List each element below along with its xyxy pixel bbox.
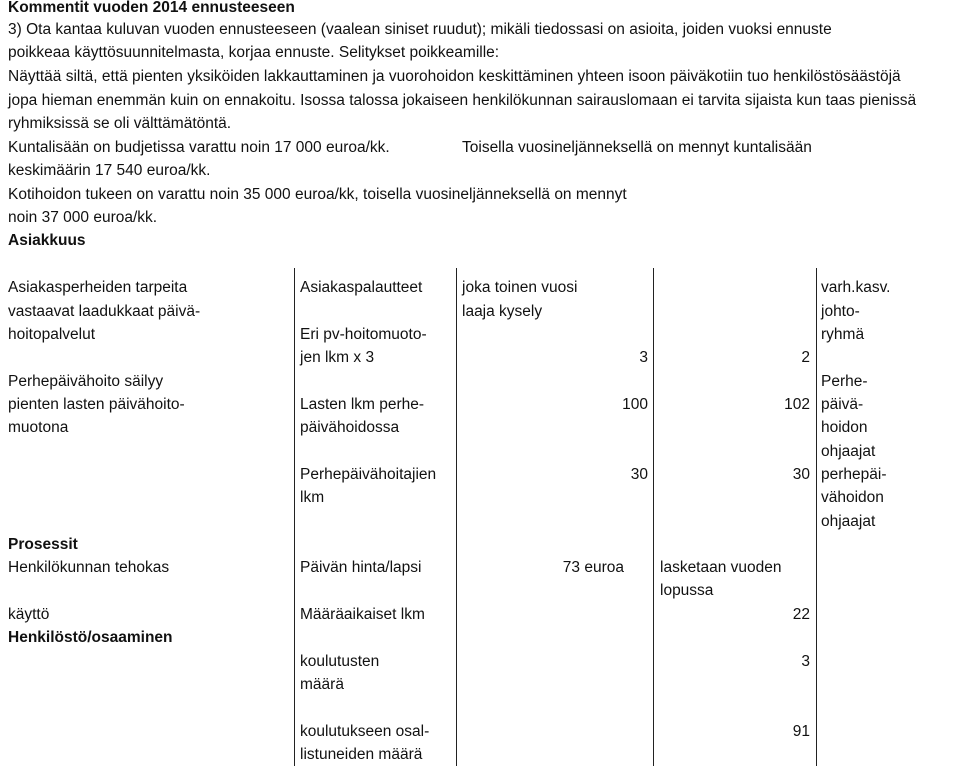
forecast-note: lasketaan vuoden: [660, 559, 782, 576]
section-heading-asiakkuus: Asiakkuus: [8, 232, 86, 249]
indicator-text: koulutusten: [300, 653, 380, 670]
responsible-text: Perhe-: [821, 373, 868, 390]
budget-line-right: Toisella vuosineljänneksellä on mennyt kuntalisään: [462, 139, 812, 156]
responsible-text: varh.kasv.: [821, 279, 891, 296]
forecast-value: 30: [792, 466, 810, 483]
intro-line: Näyttää siltä, että pienten yksiköiden lakkauttaminen ja vuorohoidon keskittäminen yhteen isoon päiväkotiin tuo henkilöstösäästöjä: [8, 68, 901, 85]
forecast-value: 91: [792, 723, 810, 740]
responsible-text: vähoidon: [821, 489, 884, 506]
indicator-text: Lasten lkm perhe-: [300, 396, 425, 413]
responsible-text: perhepäi-: [821, 466, 887, 483]
goal-text: Perhepäivähoito säilyy: [8, 373, 164, 390]
grid-line: [456, 268, 457, 766]
responsible-text: päivä-: [821, 396, 864, 413]
target-value: 3: [639, 349, 648, 366]
budget-line: keskimäärin 17 540 euroa/kk.: [8, 162, 211, 179]
responsible-text: ohjaajat: [821, 443, 876, 460]
section-heading-prosessit: Prosessit: [8, 536, 78, 553]
budget-line: Kuntalisään on budjetissa varattu noin 17 000 euroa/kk.: [8, 139, 390, 156]
kotihoito-line: noin 37 000 euroa/kk.: [8, 209, 158, 226]
indicator-text: määrä: [300, 676, 344, 693]
target-text: joka toinen vuosi: [462, 279, 578, 296]
target-value: 100: [622, 396, 648, 413]
grid-line: [816, 268, 817, 766]
indicator-text: päivähoidossa: [300, 419, 400, 436]
indicator-text: Asiakaspalautteet: [300, 279, 423, 296]
forecast-note: lopussa: [660, 582, 714, 599]
kotihoito-line: Kotihoidon tukeen on varattu noin 35 000 euroa/kk, toisella vuosineljänneksellä on mennyt: [8, 186, 627, 203]
indicator-text: listuneiden määrä: [300, 746, 423, 763]
goal-text: pienten lasten päivähoito-: [8, 396, 185, 413]
responsible-text: hoidon: [821, 419, 868, 436]
indicator-text: Perhepäivähoitajien: [300, 466, 437, 483]
goal-text: käyttö: [8, 606, 50, 623]
document-title: Kommentit vuoden 2014 ennusteeseen: [8, 0, 295, 16]
indicator-text: Päivän hinta/lapsi: [300, 559, 422, 576]
intro-line: ryhmiksissä se oli välttämätöntä.: [8, 115, 232, 132]
intro-line: poikkeaa käyttösuunnitelmasta, korjaa ennuste. Selitykset poikkeamille:: [8, 44, 500, 61]
indicator-text: Määräaikaiset lkm: [300, 606, 425, 623]
responsible-text: johto-: [821, 303, 860, 320]
forecast-value: 22: [792, 606, 810, 623]
intro-line: 3) Ota kantaa kuluvan vuoden ennusteeseen (vaalean siniset ruudut); mikäli tiedossasi on asioita, joiden vuoksi ennuste: [8, 21, 832, 38]
goal-text: vastaavat laadukkaat päivä-: [8, 303, 201, 320]
forecast-value: 102: [784, 396, 810, 413]
responsible-text: ohjaajat: [821, 513, 876, 530]
grid-line: [653, 268, 654, 766]
section-heading-henkilosto: Henkilöstö/osaaminen: [8, 629, 173, 646]
indicator-text: koulutukseen osal-: [300, 723, 430, 740]
responsible-text: ryhmä: [821, 326, 865, 343]
grid-line: [294, 268, 295, 766]
indicator-text: lkm: [300, 489, 325, 506]
target-value: 73 euroa: [562, 559, 624, 576]
forecast-value: 2: [801, 349, 810, 366]
indicator-text: Eri pv-hoitomuoto-: [300, 326, 427, 343]
indicator-text: jen lkm x 3: [300, 349, 375, 366]
goal-text: hoitopalvelut: [8, 326, 96, 343]
goal-text: Henkilökunnan tehokas: [8, 559, 170, 576]
goal-text: muotona: [8, 419, 69, 436]
target-text: laaja kysely: [462, 303, 543, 320]
forecast-value: 3: [801, 653, 810, 670]
target-value: 30: [630, 466, 648, 483]
intro-line: jopa hieman enemmän kuin on ennakoitu. Isossa talossa jokaiseen henkilökunnan sairauslomaan ei tarvita sijaista kun taas pienissä: [8, 92, 917, 109]
goal-text: Asiakasperheiden tarpeita: [8, 279, 188, 296]
